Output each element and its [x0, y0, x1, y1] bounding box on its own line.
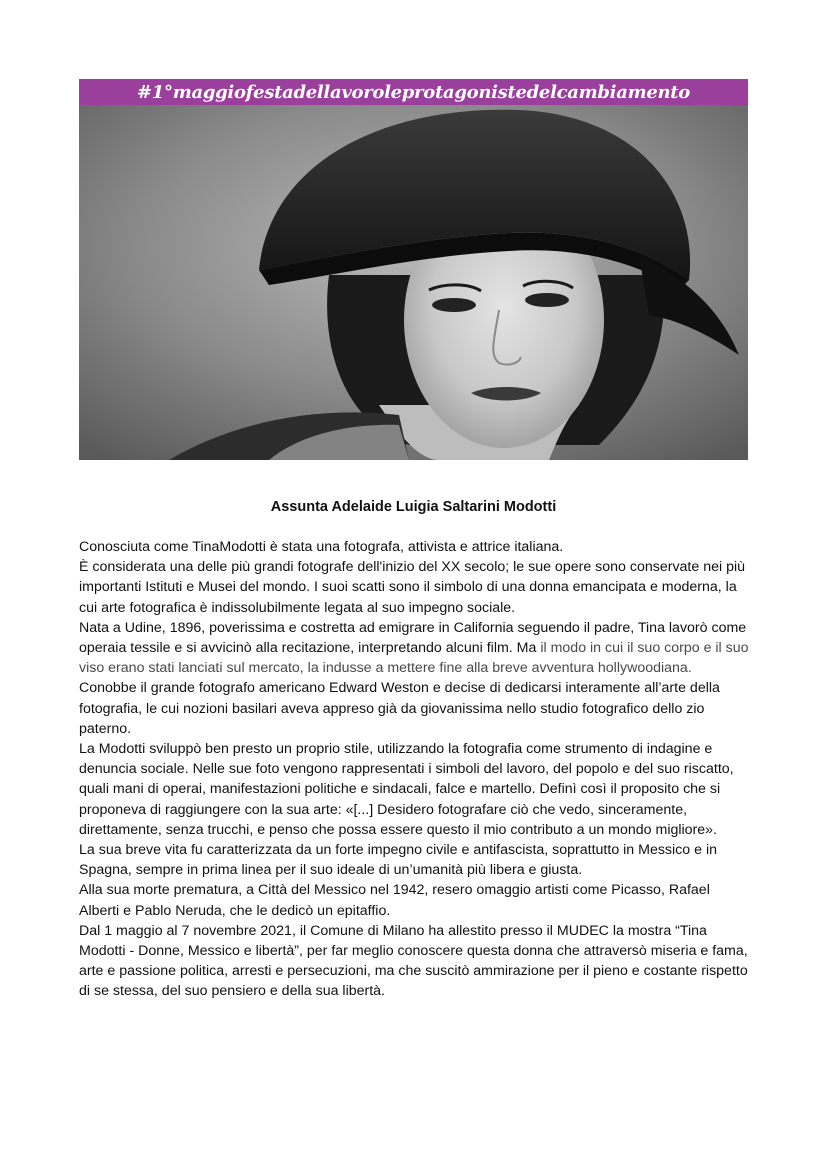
paragraph-text: Nata a Udine, 1896, poverissima e costretta ad emigrare in California seguendo il padre, Tina lavorò come operaia tessile e si avvicinò alla recitazione, interpretando alcuni film. Ma: [79, 619, 747, 657]
paragraph: La sua breve vita fu caratterizzata da un forte impegno civile e antifascista, soprattutto in Messico e in Spagna, sempre in prima linea per il suo ideale di un’umanità più libera e giusta.: [79, 842, 717, 879]
document-body: [79, 537, 751, 1002]
paragraph-text: Conobbe il grande fotografo americano Edward Weston e decise di dedicarsi interamente all’arte della fotografia, le cui nozioni basilari aveva appreso già da giovanissima nello studio fotografico dello zio paterno.: [79, 680, 720, 737]
paragraph: Dal 1 maggio al 7 novembre 2021, il Comune di Milano ha allestito presso il MUDEC la mostra “Tina Modotti - Donne, Messico e libertà”, per far meglio conoscere questa donna che attraversò miseria e fama, arte e passione politica, arresti e persecuzioni, ma che suscitò ammirazione per il pieno e costante rispetto di se stessa, del suo pensiero e della sua libertà.: [79, 922, 748, 1000]
portrait-photo: [79, 105, 748, 460]
document-title: Assunta Adelaide Luigia Saltarini Modotti: [270, 499, 557, 515]
header-banner: [79, 79, 748, 460]
paragraph: [79, 618, 751, 739]
paragraph: Conosciuta come TinaModotti è stata una fotografa, attivista e attrice italiana.: [79, 539, 564, 555]
hashtag-bar: [79, 79, 748, 105]
paragraph: La Modotti sviluppò ben presto un proprio stile, utilizzando la fotografia come strumento di indagine e denuncia sociale. Nelle sue foto vengono rappresentati i simboli del lavoro, del popolo e del suo riscatto, quali mani di operai, manifestazioni politiche e sindacali, falce e martello. Definì così il proposito che si proponeva di raggiungere con la sua arte: «[...] Desidero fotografare ciò che vedo, sinceramente, direttamente, senza trucchi, e penso che possa essere questo il mio contributo a un mondo migliore».: [79, 741, 734, 838]
hashtag-text: #1°maggiofestadellavoroleprotagonistedelcambiamento: [137, 81, 690, 103]
paragraph: Alla sua morte prematura, a Città del Messico nel 1942, resero omaggio artisti come Picasso, Rafael Alberti e Pablo Neruda, che le dedicò un epitaffio.: [79, 882, 710, 919]
paragraph-text: il modo in cui il suo corpo e il suo viso erano stati lanciati sul mercato, la indusse a mettere fine alla breve avventura hollywoodiana.: [79, 640, 749, 677]
paragraph: È considerata una delle più grandi fotografe dell'inizio del XX secolo; le sue opere sono conservate nei più importanti Istituti e Musei del mondo. I suoi scatti sono il simbolo di una donna emancipata e moderna, la cui arte fotografica è indissolubilmente legata al suo impegno sociale.: [79, 559, 746, 616]
